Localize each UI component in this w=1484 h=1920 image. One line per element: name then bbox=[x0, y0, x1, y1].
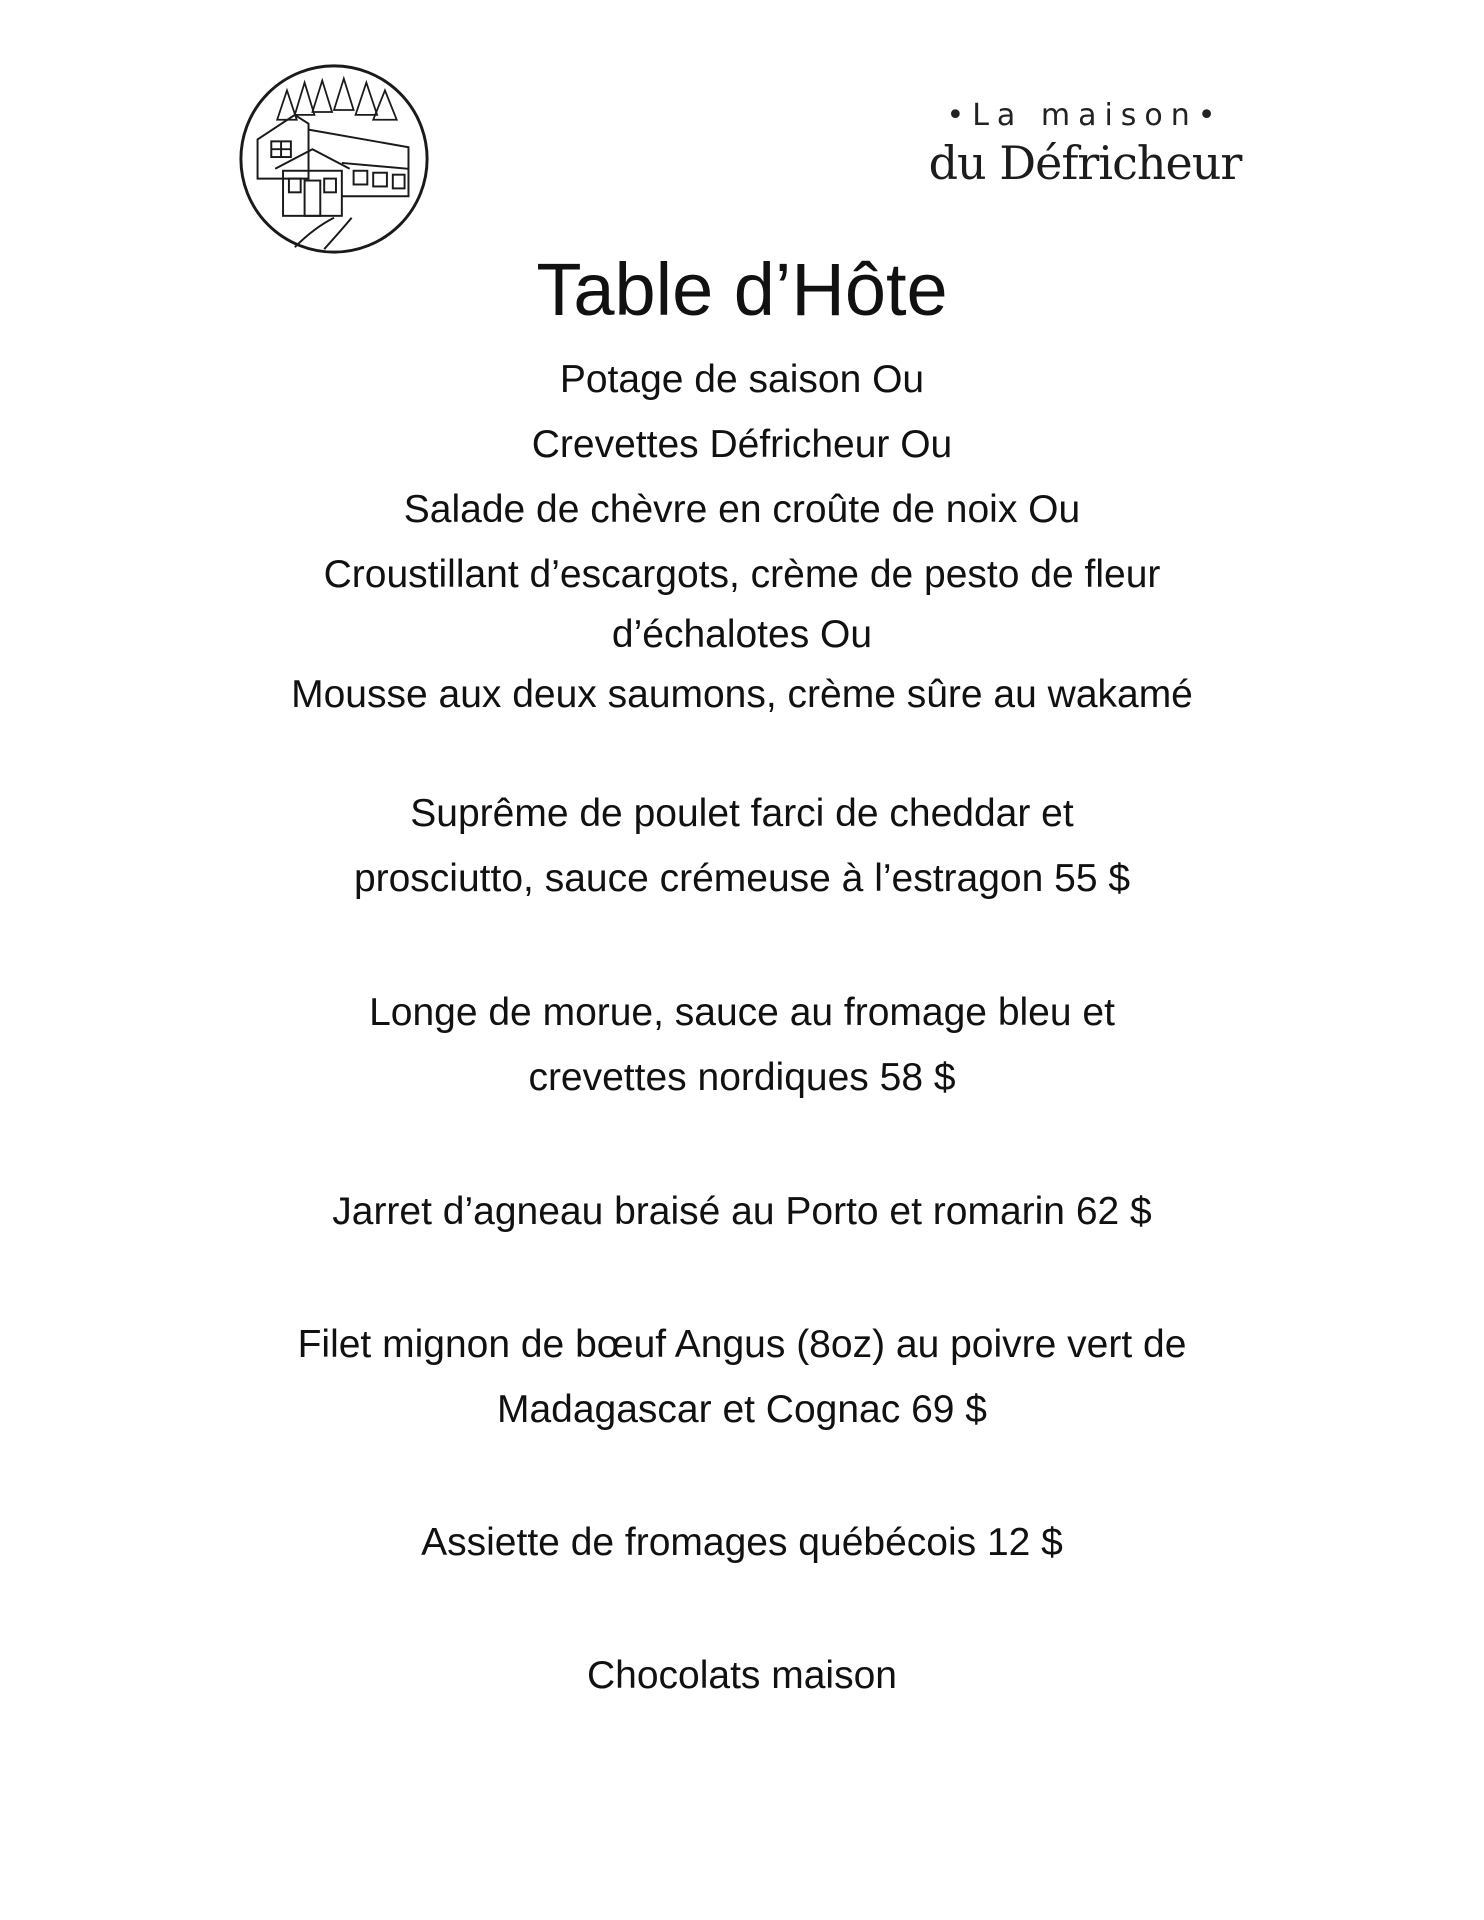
main-course-item: prosciutto, sauce crémeuse à l’estragon 55 $ bbox=[353, 857, 1131, 900]
entree-item: Salade de chèvre en croûte de noix Ou bbox=[403, 488, 1081, 531]
restaurant-logo bbox=[236, 61, 432, 257]
brand-wordmark bbox=[920, 96, 1250, 190]
main-course-item: Longe de morue, sauce au fromage bleu et bbox=[369, 991, 1115, 1034]
entree-item: Potage de saison Ou bbox=[559, 358, 925, 401]
chocolates-item: Chocolats maison bbox=[587, 1654, 897, 1697]
main-course-item: Filet mignon de bœuf Angus (8oz) au poivre vert de bbox=[297, 1323, 1187, 1366]
menu-title: Table d’Hôte bbox=[536, 248, 948, 331]
main-course-item: Madagascar et Cognac 69 $ bbox=[497, 1388, 987, 1431]
entree-item: Crevettes Défricheur Ou bbox=[531, 423, 953, 466]
brand-top-text: •La maison• bbox=[946, 98, 1224, 133]
main-course-item: Jarret d’agneau braisé au Porto et romarin 62 $ bbox=[332, 1190, 1152, 1233]
main-course-item: crevettes nordiques 58 $ bbox=[528, 1056, 956, 1099]
entree-item: d’échalotes Ou bbox=[611, 613, 873, 656]
main-course-item: Suprême de poulet farci de cheddar et bbox=[410, 792, 1074, 835]
brand-bottom-text: du Défricheur bbox=[928, 136, 1242, 190]
cheese-plate-item: Assiette de fromages québécois 12 $ bbox=[421, 1521, 1063, 1564]
entree-item: Croustillant d’escargots, crème de pesto de fleur bbox=[323, 553, 1161, 596]
entree-item: Mousse aux deux saumons, crème sûre au wakamé bbox=[291, 673, 1193, 716]
